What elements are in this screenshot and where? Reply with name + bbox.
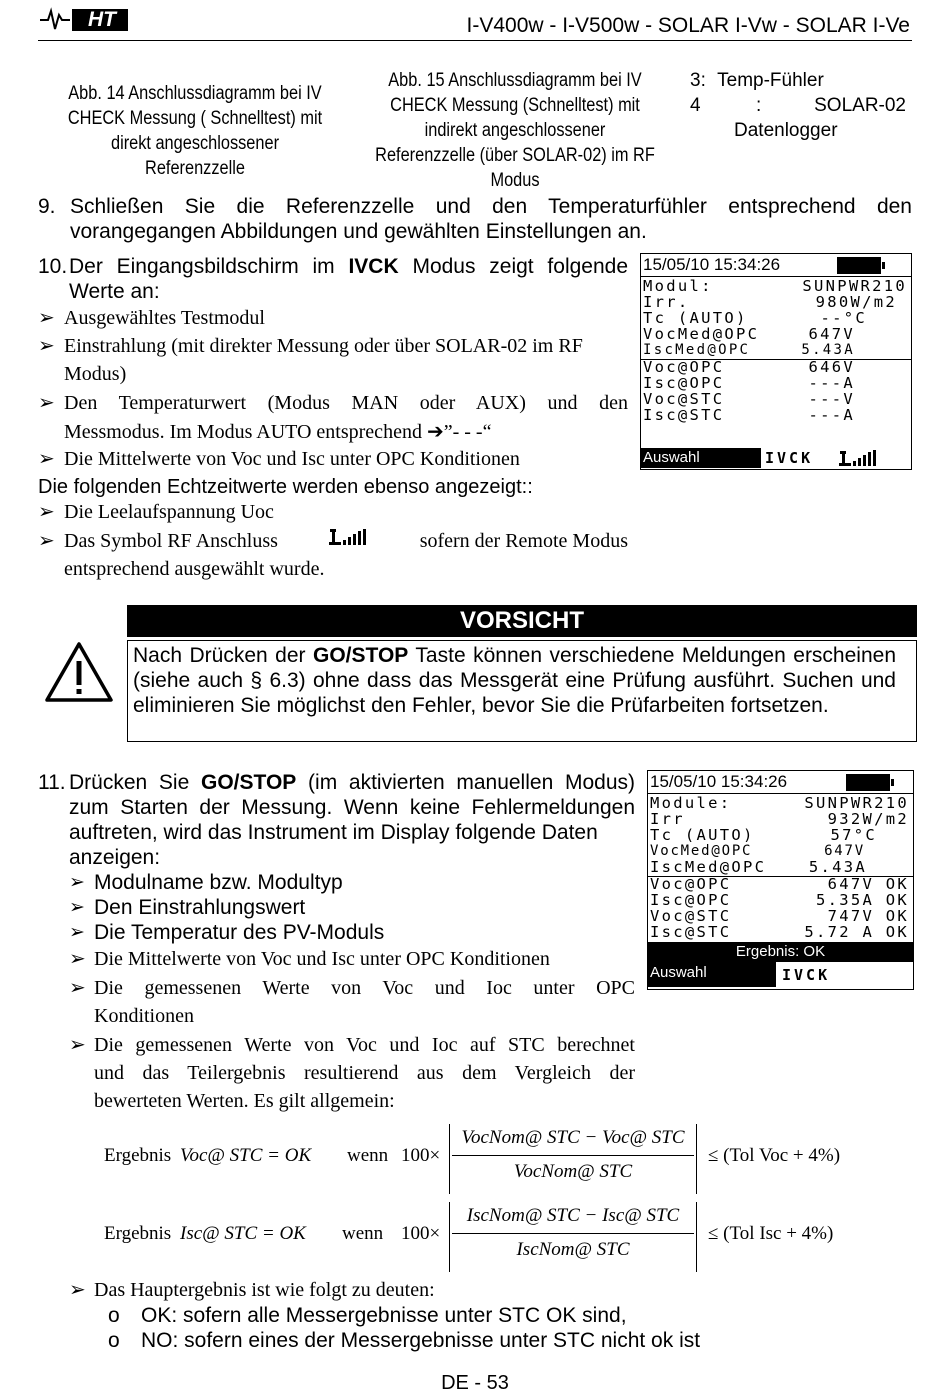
list-item xyxy=(69,870,343,895)
caption-line: Abb. 14 Anschlussdiagramm bei IV xyxy=(68,83,322,104)
step-text: zum Starten der Messung. Wenn keine Fehlermeldungen xyxy=(69,796,635,819)
result-text: Ergebnis: OK xyxy=(735,943,826,960)
legend-number: 4 xyxy=(690,95,701,116)
caption-line: CHECK Messung (Schnelltest) mit xyxy=(390,95,640,116)
lcd-mode xyxy=(782,965,830,985)
lcd-softkey-left[interactable] xyxy=(648,962,776,987)
lcd-row xyxy=(641,391,911,407)
formula-wenn: wenn xyxy=(347,1145,389,1166)
arrow-bullet-icon: ➢ xyxy=(38,307,55,329)
lcd-value: ---A xyxy=(808,406,855,424)
mode-name: IVCK xyxy=(348,255,399,278)
lcd-value: --°C xyxy=(820,309,867,327)
formula-factor: 100× xyxy=(401,1145,441,1166)
arrow-bullet-icon: ➢ xyxy=(69,872,85,893)
mode-label: IVCK xyxy=(782,966,831,984)
arrow-bullet-icon: ➢ xyxy=(69,922,85,943)
list-item xyxy=(69,1031,635,1115)
sub-list-item xyxy=(108,1328,700,1353)
lcd-row xyxy=(648,876,913,892)
lcd-label: Isc@STC xyxy=(643,406,725,424)
list-item-text: und das Teilergebnis resultierend aus dem Vergleich der xyxy=(94,1062,635,1084)
lcd-value: 647V xyxy=(808,325,855,343)
key-name: GO/STOP xyxy=(201,771,297,794)
list-item-text: Modulname bzw. Modultyp xyxy=(94,871,343,894)
lcd-row xyxy=(641,375,911,391)
formula-denominator: VocNom@ STC xyxy=(513,1161,633,1182)
list-item-text: Das Hauptergebnis ist wie folgt zu deuten: xyxy=(94,1279,435,1301)
fraction-bar xyxy=(452,1155,694,1156)
lcd-value: 5.35A OK xyxy=(815,891,909,909)
formula-factor: 100× xyxy=(401,1223,441,1244)
lcd-display-input xyxy=(640,253,912,470)
formula-isc xyxy=(104,1202,884,1272)
lcd-value: SUNPWR210 xyxy=(804,794,909,812)
sub-list-item-text: OK: sofern alle Messergebnisse unter STC OK sind, xyxy=(141,1304,627,1327)
list-item xyxy=(38,332,628,388)
lcd-label: Voc@OPC xyxy=(650,875,732,893)
list-item xyxy=(69,920,384,945)
lcd-value: ---A xyxy=(808,374,855,392)
arrow-bullet-icon: ➢ xyxy=(69,977,86,999)
lcd-row xyxy=(648,908,913,924)
list-item-text: Modus) xyxy=(64,363,127,385)
list-item xyxy=(38,527,628,583)
lcd-row xyxy=(641,407,911,423)
lcd-row xyxy=(648,827,913,843)
caution-text-part: Nach Drücken der xyxy=(133,644,314,667)
lcd-row xyxy=(648,892,913,908)
lcd-mode xyxy=(765,448,813,468)
lcd-label: Voc@STC xyxy=(650,907,732,925)
arrow-bullet-icon: ➢ xyxy=(38,392,55,414)
fraction-bar xyxy=(452,1233,694,1234)
arrow-bullet-icon: ➢ xyxy=(38,335,55,357)
lcd-label: Isc@STC xyxy=(650,923,732,941)
caption-fig15 xyxy=(369,68,661,193)
battery-icon xyxy=(846,774,890,791)
lcd-label: Isc@OPC xyxy=(643,374,725,392)
step-text-part: Der Eingangsbildschirm im xyxy=(69,255,349,278)
page-title: I-V400w - I-V500w - SOLAR I-Vw - SOLAR I-Ve xyxy=(466,14,910,37)
sub-list-item xyxy=(108,1303,627,1328)
list-item-text: Den Einstrahlungswert xyxy=(94,896,306,919)
lcd-label: Tc (AUTO) xyxy=(643,309,748,327)
step-text-part: (im aktivierten manuellen Modus) xyxy=(296,771,635,794)
lcd-label: Irr xyxy=(650,810,685,828)
legend-item-3 xyxy=(690,68,915,93)
list-item xyxy=(38,498,628,526)
list-item-text-part: sofern der Remote Modus xyxy=(419,530,628,552)
lcd-value: 980W/m2 xyxy=(815,293,897,311)
step-text: auftreten, wird das Instrument im Display folgende Daten xyxy=(69,821,598,844)
lcd-result-bar xyxy=(648,942,913,962)
formula-numerator: VocNom@ STC − Voc@ STC xyxy=(461,1127,685,1148)
lcd-row xyxy=(648,811,913,827)
step-10 xyxy=(38,254,628,304)
formula-wenn: wenn xyxy=(342,1223,384,1244)
abs-bar-left xyxy=(449,1124,450,1194)
list-item-text: Konditionen xyxy=(94,1005,194,1027)
step-text: Werte an: xyxy=(69,280,160,303)
list-item-text-part: Messmodus. Im Modus AUTO entsprechend xyxy=(64,421,427,443)
lcd-value: 647V OK xyxy=(827,875,909,893)
lcd-softkey-left[interactable] xyxy=(641,448,761,468)
lcd-row xyxy=(641,278,911,294)
arrow-bullet-icon: ➢ xyxy=(38,501,55,523)
lcd-label: IscMed@OPC xyxy=(650,858,767,876)
abs-bar-right xyxy=(696,1202,697,1272)
caution-title: VORSICHT xyxy=(459,607,584,634)
caption-line: Abb. 15 Anschlussdiagramm bei IV xyxy=(388,70,642,91)
lcd-row xyxy=(648,924,913,940)
formula-denominator: IscNom@ STC xyxy=(516,1239,630,1260)
lcd-display-result xyxy=(647,770,914,990)
logo-text: HT xyxy=(88,8,116,31)
list-item-text: Die gemessenen Werte von Voc und Ioc auf STC berechnet xyxy=(94,1034,635,1056)
arrow-bullet-icon: ➢ xyxy=(69,897,85,918)
lcd-row xyxy=(648,843,913,859)
caption-line: indirekt angeschlossener xyxy=(424,120,606,141)
key-name: GO/STOP xyxy=(313,644,409,667)
lcd-datetime: 15/05/10 15:34:26 xyxy=(650,772,788,791)
lcd-row xyxy=(641,294,911,310)
list-item-text-part: Das Symbol RF Anschluss xyxy=(64,530,278,552)
caption-line: Referenzzelle xyxy=(145,158,245,179)
rf-signal-icon xyxy=(839,450,879,467)
lcd-label: Modul: xyxy=(643,277,713,295)
list-item-text: Ausgewähltes Testmodul xyxy=(64,307,265,329)
formula-lhs: Voc@ STC = OK xyxy=(180,1145,312,1166)
header-rule xyxy=(38,40,912,41)
list-item xyxy=(38,445,628,473)
arrow-bullet-icon: ➢ xyxy=(38,448,55,470)
lcd-label: Isc@OPC xyxy=(650,891,732,909)
caution-text xyxy=(133,643,896,718)
caption-line: Referenzzelle (über SOLAR-02) im RF xyxy=(375,145,655,166)
formula-rhs: ≤ (Tol Isc + 4%) xyxy=(708,1223,834,1244)
list-item-text: Die Temperatur des PV-Moduls xyxy=(94,921,385,944)
arrow-bullet-icon: ➢ xyxy=(69,1279,86,1301)
lcd-value: ---V xyxy=(808,390,855,408)
mode-label: IVCK xyxy=(765,449,814,467)
step-text-part: Drücken Sie xyxy=(69,771,201,794)
formula-lhs: Isc@ STC = OK xyxy=(180,1223,306,1244)
lcd-label: Module: xyxy=(650,794,732,812)
sub-list-item-text: NO: sofern eines der Messergebnisse unter STC nicht ok ist xyxy=(141,1329,701,1352)
step-text-part: Modus zeigt folgende xyxy=(398,255,628,278)
lcd-label: VocMed@OPC xyxy=(643,325,760,343)
circle-bullet: o xyxy=(108,1304,120,1327)
lcd-value: 5.43A xyxy=(801,342,855,358)
placeholder-dashes: ”- - -“ xyxy=(443,421,492,443)
list-item-text: Die gemessenen Werte von Voc und Ioc unter OPC xyxy=(94,977,635,999)
formula-label: Ergebnis xyxy=(104,1223,172,1244)
lcd-datetime: 15/05/10 15:34:26 xyxy=(643,255,781,274)
formula-label: Ergebnis xyxy=(104,1145,172,1166)
lcd-label: IscMed@OPC xyxy=(643,342,751,358)
lcd-value: 647V xyxy=(824,843,865,859)
legend-text: SOLAR-02 xyxy=(814,95,906,116)
abs-bar-left xyxy=(449,1202,450,1272)
list-item-text: entsprechend ausgewählt wurde. xyxy=(64,558,325,580)
step-text: vorangegangen Abbildungen und gewählten Einstellungen an. xyxy=(70,220,647,243)
list-item xyxy=(38,389,628,446)
caption-line: Modus xyxy=(490,170,540,191)
list-item-text xyxy=(64,527,628,555)
step-number: 11. xyxy=(38,771,66,794)
lcd-row xyxy=(641,310,911,326)
legend-text: Temp-Fühler xyxy=(717,70,824,91)
abs-bar-right xyxy=(696,1124,697,1194)
list-item-text: Die Mittelwerte von Voc und Isc unter OPC Konditionen xyxy=(94,948,550,970)
legend-text: Datenlogger xyxy=(734,120,838,141)
realtime-heading: Die folgenden Echtzeitwerte werden ebenso angezeigt:: xyxy=(38,476,533,498)
step-9 xyxy=(38,194,912,244)
step-text xyxy=(69,770,635,795)
lcd-row xyxy=(641,342,911,358)
caption-line: CHECK Messung ( Schnelltest) mit xyxy=(67,108,323,129)
lcd-label: Tc (AUTO) xyxy=(650,826,755,844)
lcd-label: Voc@OPC xyxy=(643,358,725,376)
legend-colon: : xyxy=(756,95,762,116)
circle-bullet: o xyxy=(108,1329,120,1352)
right-arrow-icon: ➔ xyxy=(426,419,444,443)
lcd-row xyxy=(641,359,911,375)
step-number: 10. xyxy=(38,255,68,278)
lcd-value: 57°C xyxy=(830,826,877,844)
softkey-label: Auswahl xyxy=(650,964,707,981)
page-number: DE - 53 xyxy=(441,1372,509,1394)
list-item xyxy=(69,895,305,920)
lcd-label: Voc@STC xyxy=(643,390,725,408)
lcd-value: 5.43A xyxy=(808,858,867,876)
list-item-text: Einstrahlung (mit direkter Messung oder über SOLAR-02 im RF xyxy=(64,335,583,357)
step-text: Schließen Sie die Referenzzelle und den Temperaturfühler entsprechend den xyxy=(70,195,912,218)
list-item xyxy=(69,1276,629,1304)
lcd-value: 932W/m2 xyxy=(827,810,909,828)
logo xyxy=(38,7,130,33)
list-item xyxy=(38,304,628,332)
list-item xyxy=(69,974,635,1030)
lcd-row xyxy=(648,795,913,811)
caption-fig14 xyxy=(53,81,337,181)
arrow-bullet-icon: ➢ xyxy=(38,530,55,552)
lcd-label: VocMed@OPC xyxy=(650,843,753,859)
list-item-text: Die Mittelwerte von Voc und Isc unter OPC Konditionen xyxy=(64,448,520,470)
caution-text-part: Taste können verschiedene Meldungen erscheinen (siehe auch § 6.3) ohne dass das Messgerät eine Prüfung ausführt. Suchen und eliminieren Sie möglichst den Fehler, bevor Sie die Prüfarbeiten fortsetzen. xyxy=(133,644,896,717)
arrow-bullet-icon: ➢ xyxy=(69,948,86,970)
lcd-value: 5.72 A OK xyxy=(804,923,909,941)
list-item-text: Die Leelaufspannung Uoc xyxy=(64,501,274,523)
legend-number: 3: xyxy=(690,70,706,91)
battery-icon xyxy=(837,257,881,274)
step-text: anzeigen: xyxy=(69,846,161,869)
lcd-value: 747V OK xyxy=(827,907,909,925)
list-item xyxy=(69,945,635,973)
caption-line: direkt angeschlossener xyxy=(110,133,280,154)
arrow-bullet-icon: ➢ xyxy=(69,1034,86,1056)
formula-voc xyxy=(104,1124,884,1194)
lcd-row xyxy=(641,326,911,342)
lcd-row xyxy=(648,859,913,875)
list-item-text xyxy=(64,417,628,446)
lcd-value: SUNPWR210 xyxy=(802,277,907,295)
lcd-value: 646V xyxy=(808,358,855,376)
warning-icon xyxy=(44,640,114,704)
lcd-label: Irr. xyxy=(643,293,690,311)
step-text xyxy=(69,254,628,279)
list-item-text: Den Temperaturwert (Modus MAN oder AUX) und den xyxy=(64,392,628,414)
formula-rhs: ≤ (Tol Voc + 4%) xyxy=(708,1145,841,1166)
softkey-label: Auswahl xyxy=(643,449,700,466)
formula-numerator: IscNom@ STC − Isc@ STC xyxy=(466,1205,680,1226)
step-11 xyxy=(38,770,635,870)
step-number: 9. xyxy=(38,195,56,218)
list-item-text: bewerteten Werten. Es gilt allgemein: xyxy=(94,1090,395,1112)
caution-title-bar xyxy=(127,605,917,637)
rf-signal-icon xyxy=(329,527,369,549)
